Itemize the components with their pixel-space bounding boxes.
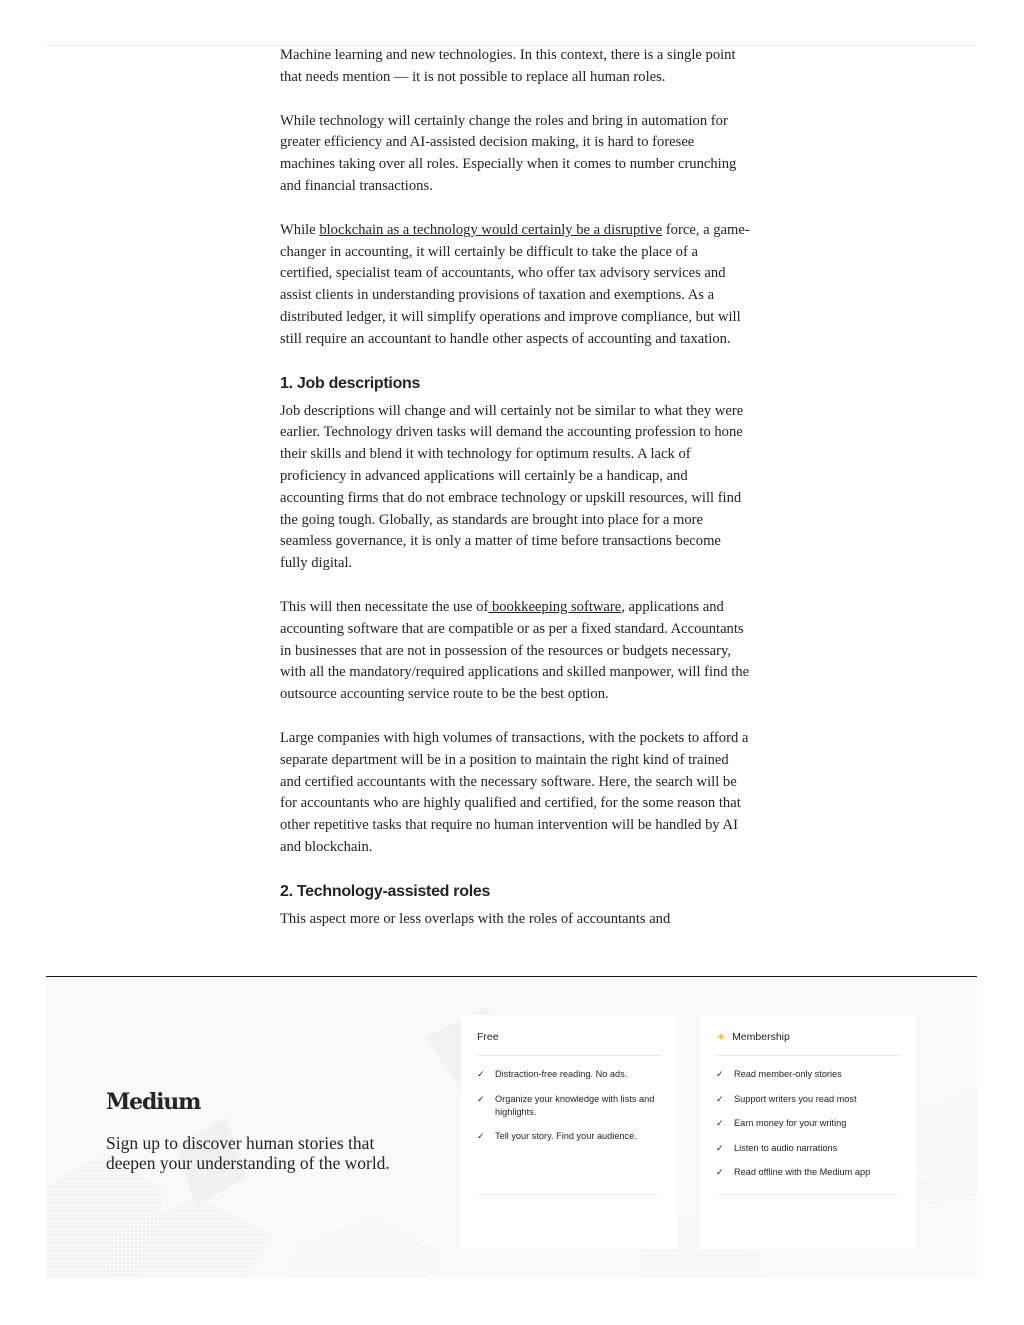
check-icon: ✓ [716,1069,724,1079]
signup-promo [46,977,977,1278]
list-item: ✓ Distraction-free reading. No ads. [477,1069,628,1079]
section-heading-technology-roles: 2. Technology-assisted roles [280,882,491,900]
list-item: ✓ Listen to audio narrations [716,1142,838,1153]
membership-plan-card[interactable] [700,1015,916,1249]
card-divider [716,1194,900,1195]
paywall-divider [46,976,977,977]
check-icon: ✓ [716,1093,724,1104]
list-item: ✓ Organize your knowledge with lists and highlights. [477,1093,655,1117]
medium-logo: Medium [106,1089,201,1115]
article-paragraph: Job descriptions will change and will certainly not be similar to what they were earlier. Technology driven tasks will demand the accounting profession to hone their skills and blend it with technology for optimum results. A lack of proficiency in advanced applications will certainly be a handicap, and accounting firms that do not embrace technology or upskill resources, will find the going tough. Globally, as standards are brought into place for a more seamless governance, it is only a matter of time before transactions become fully digital. [280,402,744,572]
list-item: ✓ Read offline with the Medium app [716,1167,871,1177]
article-paragraph-blockchain: While blockchain as a technology would certainly be a disruptive force, a game-changer in accounting, it will certainly be difficult to take the place of a certified, specialist team of accountants, who offer tax advisory services and assist clients in understanding provisions of taxation and exemptions. As a distributed ledger, it will simplify operations and improve compliance, but will still require an accountant to handle other aspects of accounting and taxation. [280,221,750,347]
sparkle-icon: ✦ [716,1030,727,1044]
card-divider [477,1194,661,1195]
membership-plan-features [716,1068,900,1191]
check-icon: ✓ [716,1167,724,1177]
check-icon: ✓ [477,1093,485,1104]
section-heading-job-descriptions: 1. Job descriptions [280,374,421,392]
article-paragraph-truncated: This aspect more or less overlaps with the roles of accountants and [280,910,671,927]
bookkeeping-software-link[interactable]: bookkeeping software [488,598,622,615]
page-frame [46,46,977,1278]
check-icon: ✓ [477,1131,485,1141]
list-item: ✓ Read member-only stories [716,1069,842,1079]
blockchain-link[interactable]: blockchain as a technology would certainly be a disruptive [319,221,663,238]
list-item: ✓ Support writers you read most [716,1093,857,1104]
list-item: ✓ Tell your story. Find your audience. [477,1131,637,1141]
article-body [280,46,750,953]
check-icon: ✓ [716,1142,724,1153]
free-plan-title: Free [477,1031,661,1056]
article-paragraph-bookkeeping: This will then necessitate the use of bookkeeping software, applications and accounting software that are compatible or as per a fixed standard. Accountants in businesses that are not in possession of the resources or budgets necessary, with all the mandatory/required applications and skilled manpower, will find the outsource accounting service route to be the best option. [280,598,750,703]
free-plan-card[interactable] [461,1015,677,1249]
membership-plan-title: ✦ Membership [716,1031,900,1056]
article-paragraph: Machine learning and new technologies. In this context, there is a single point that needs mention — it is not possible to replace all human roles. [280,47,736,85]
article-paragraph: Large companies with high volumes of transactions, with the pockets to afford a separate department will be in a position to maintain the right kind of trained and certified accountants with the necessary software. Here, the search will be for accountants who are highly qualified and certified, for the some reason that other repetitive tasks that require no human intervention will be handled by AI and blockchain. [280,729,749,855]
check-icon: ✓ [716,1118,724,1128]
free-plan-features [477,1068,661,1155]
article-paragraph: While technology will certainly change the roles and bring in automation for greater efficiency and AI-assisted decision making, it is hard to foresee machines taking over all roles. Especially when it comes to number crunching and financial transactions. [280,112,737,194]
list-item: ✓ Earn money for your writing [716,1118,847,1128]
check-icon: ✓ [477,1069,485,1079]
signup-tagline: Sign up to discover human stories that deepen your understanding of the world. [106,1133,390,1173]
